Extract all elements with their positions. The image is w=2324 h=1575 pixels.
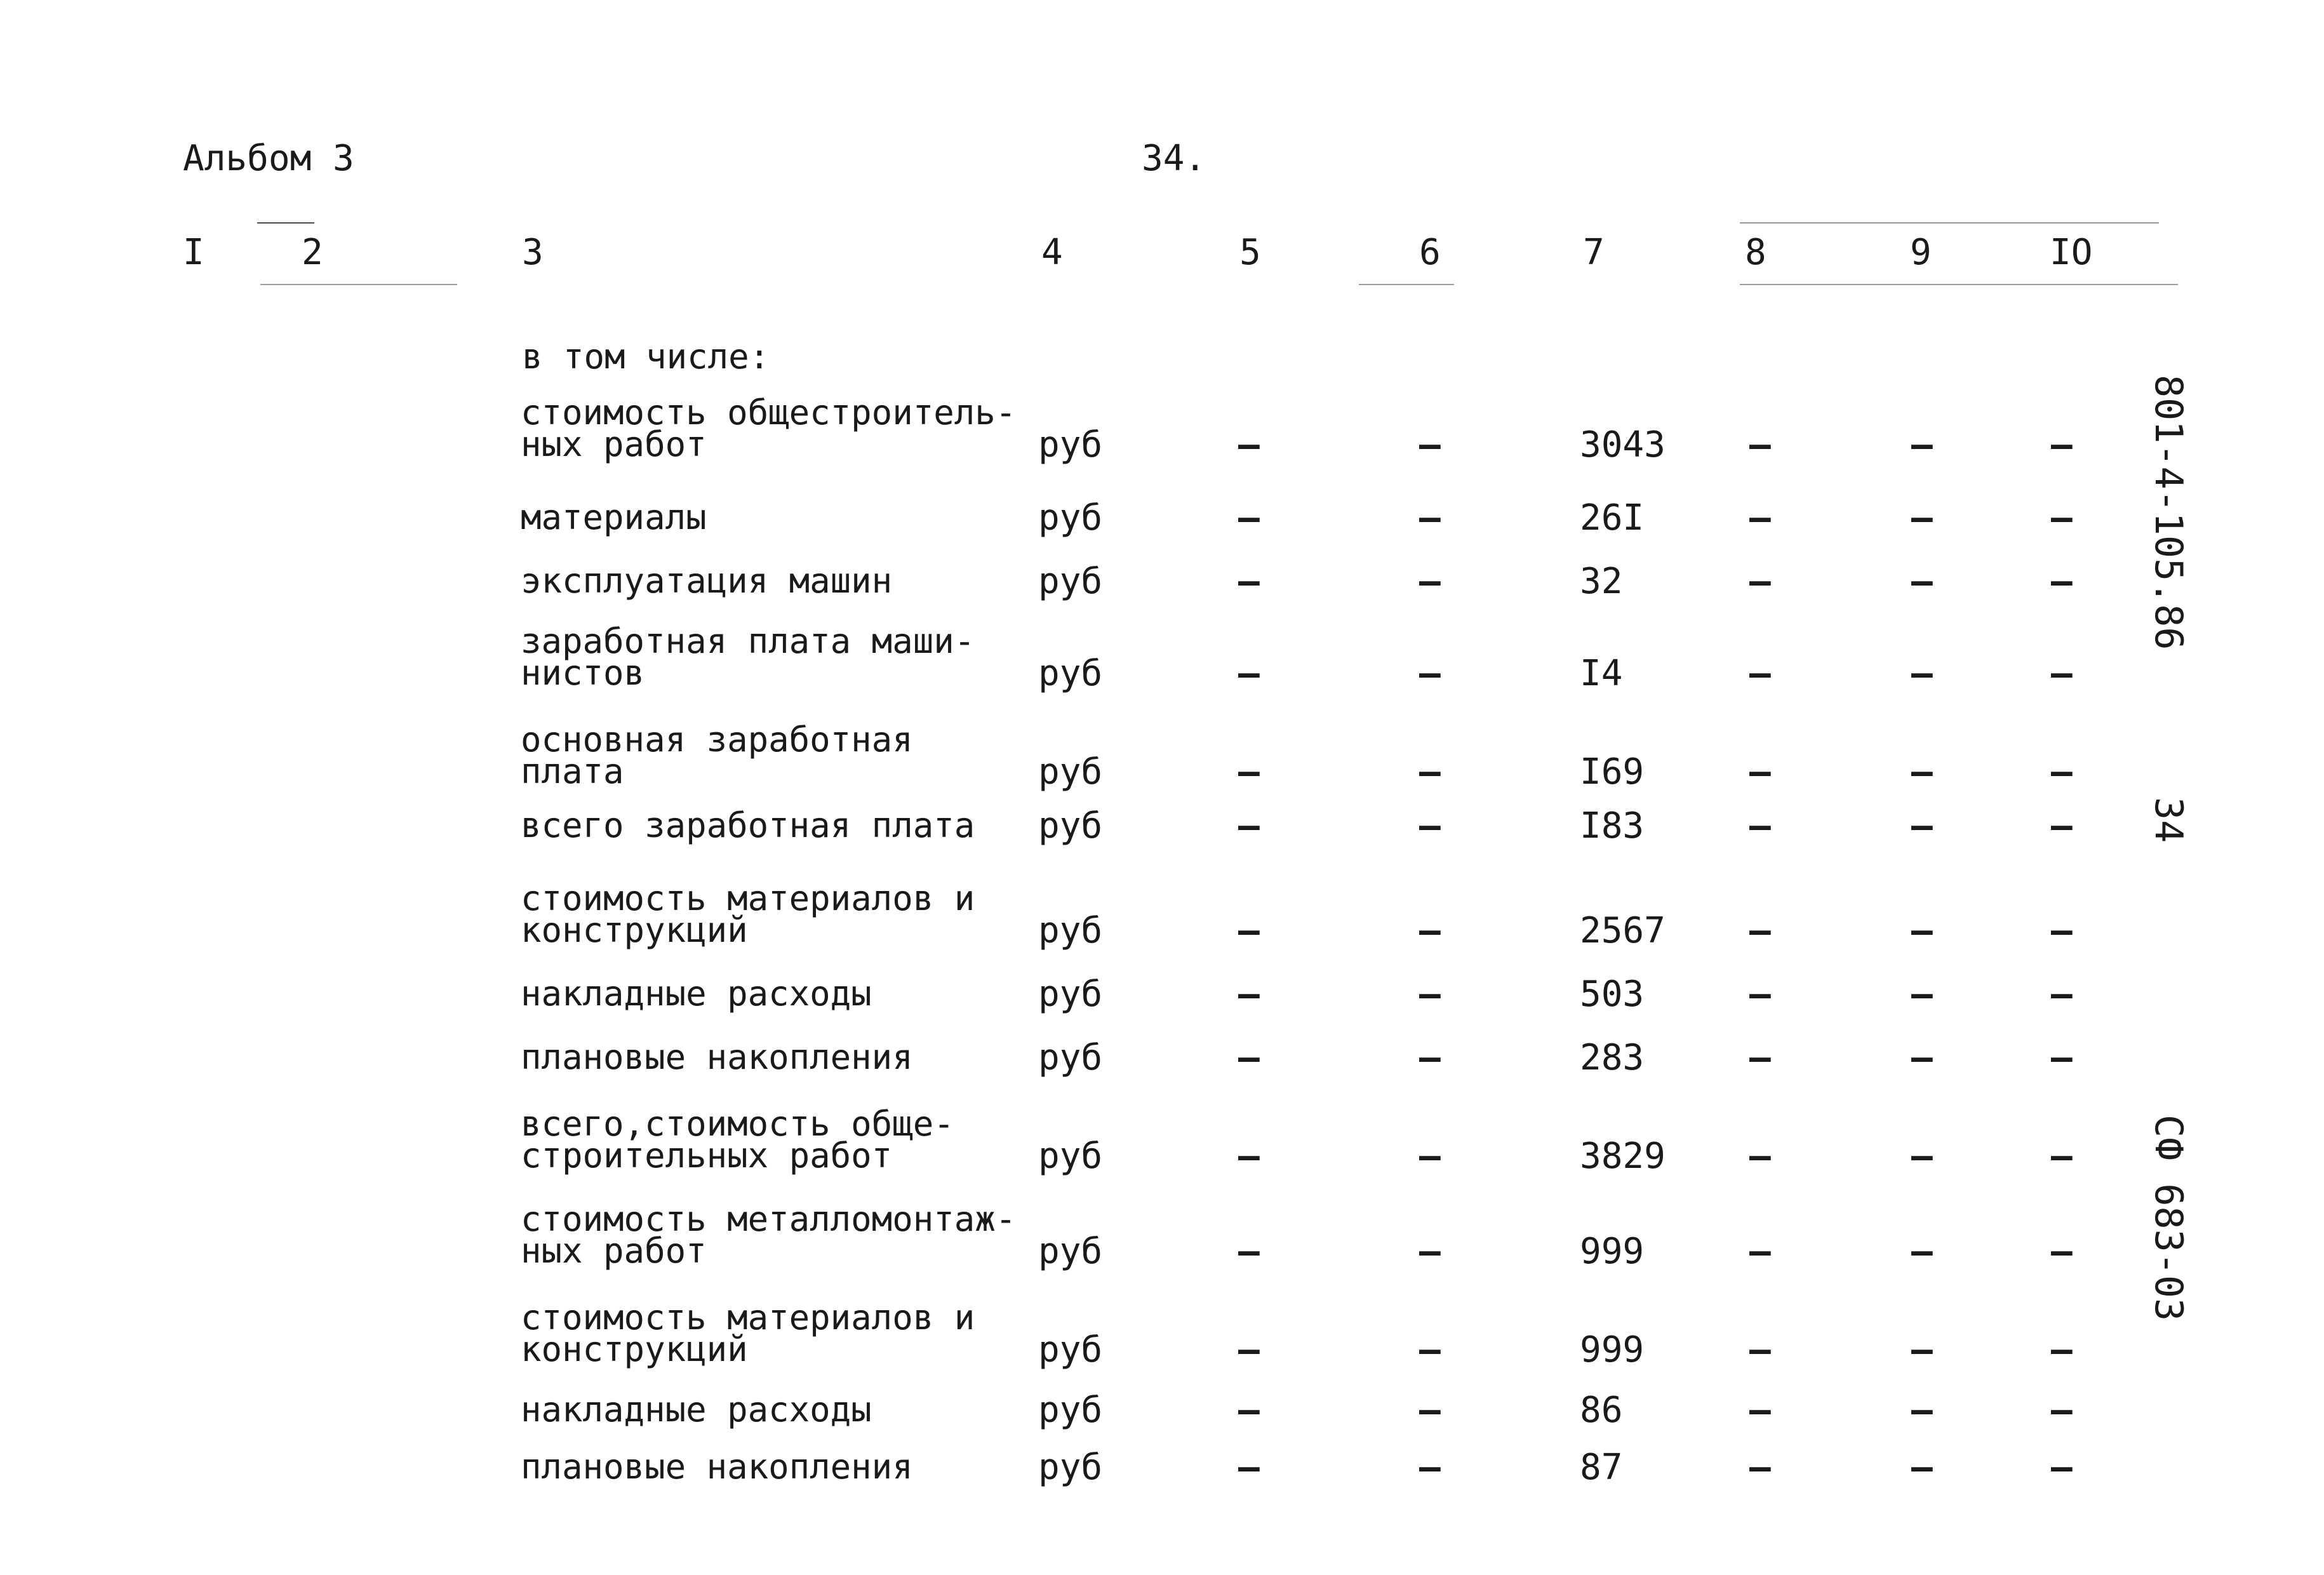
row-description [521, 720, 913, 791]
rule-under-col8-10 [1740, 284, 2178, 285]
col8-cell: – [1749, 1037, 1771, 1078]
description-line: всего заработная плата [521, 805, 975, 845]
column-number-8: 8 [1745, 232, 1766, 273]
col10-cell: – [2051, 910, 2073, 951]
col10-cell: – [2051, 805, 2073, 847]
column-number-2: 2 [302, 232, 323, 273]
unit-cell: руб [1038, 1390, 1103, 1431]
column-number-1: I [183, 232, 204, 273]
col6-cell: – [1419, 1390, 1441, 1431]
col5-cell: – [1238, 561, 1260, 602]
unit-cell: руб [1038, 653, 1103, 694]
row-description [521, 561, 893, 601]
col6-cell: – [1419, 751, 1441, 793]
col10-cell: – [2051, 974, 2073, 1015]
col10-cell: – [2051, 497, 2073, 539]
col10-cell: – [2051, 1329, 2073, 1371]
unit-cell: руб [1038, 910, 1103, 951]
description-line: ных работ [521, 1231, 707, 1271]
column-number-9: 9 [1910, 232, 1932, 273]
description-line: накладные расходы [521, 974, 872, 1014]
description-line: плановые накопления [521, 1447, 913, 1487]
col10-cell: – [2051, 653, 2073, 694]
col9-cell: – [1911, 497, 1933, 539]
col8-cell: – [1749, 1447, 1771, 1488]
description-line: плановые накопления [521, 1037, 913, 1077]
row-description [521, 1390, 872, 1430]
rule-top-right [1740, 222, 2159, 224]
column-number-7: 7 [1583, 232, 1605, 273]
description-line: стоимость общестроитель- [521, 392, 1017, 432]
row-description [521, 1037, 913, 1077]
amount-cell: 2567 [1580, 910, 1666, 951]
col6-cell: – [1419, 805, 1441, 847]
col5-cell: – [1238, 1037, 1260, 1078]
col9-cell: – [1911, 561, 1933, 602]
album-label: Альбом 3 [183, 138, 354, 179]
col8-cell: – [1749, 805, 1771, 847]
col9-cell: – [1911, 1447, 1933, 1488]
col5-cell: – [1238, 974, 1260, 1015]
column-number-10: IO [2050, 232, 2093, 273]
description-line: стоимость материалов и [521, 878, 975, 918]
col6-cell: – [1419, 1447, 1441, 1488]
description-line: стоимость материалов и [521, 1297, 975, 1337]
row-description [521, 621, 975, 693]
col10-cell: – [2051, 1231, 2073, 1272]
description-line: всего,стоимость обще- [521, 1104, 954, 1144]
col6-cell: – [1419, 653, 1441, 694]
row-description [521, 497, 707, 537]
description-line: материалы [521, 497, 707, 537]
col6-cell: – [1419, 974, 1441, 1015]
col9-cell: – [1911, 1390, 1933, 1431]
project-code-note: 801-4-105.86 [2146, 375, 2191, 650]
col8-cell: – [1749, 910, 1771, 951]
description-line: заработная плата маши- [521, 621, 975, 661]
col5-cell: – [1238, 653, 1260, 694]
unit-cell: руб [1038, 1447, 1103, 1488]
amount-cell: 999 [1580, 1231, 1645, 1272]
col9-cell: – [1911, 805, 1933, 847]
col9-cell: – [1911, 910, 1933, 951]
description-line: стоимость металломонтаж- [521, 1199, 1017, 1239]
col8-cell: – [1749, 974, 1771, 1015]
col9-cell: – [1911, 1231, 1933, 1272]
amount-cell: 32 [1580, 561, 1623, 602]
column-number-5: 5 [1239, 232, 1261, 273]
col6-cell: – [1419, 497, 1441, 539]
amount-cell: 87 [1580, 1447, 1623, 1488]
col9-cell: – [1911, 1136, 1933, 1177]
column-number-6: 6 [1419, 232, 1441, 273]
col5-cell: – [1238, 751, 1260, 793]
description-line: строительных работ [521, 1136, 893, 1176]
unit-cell: руб [1038, 1329, 1103, 1371]
column-number-3: 3 [522, 232, 544, 273]
row-description [521, 1199, 1017, 1271]
unit-cell: руб [1038, 1136, 1103, 1177]
col6-cell: – [1419, 424, 1441, 466]
amount-cell: I4 [1580, 653, 1623, 694]
description-line: нистов [521, 653, 645, 693]
col5-cell: – [1238, 1329, 1260, 1371]
sheet-note: 34 [2146, 797, 2191, 843]
col5-cell: – [1238, 1136, 1260, 1177]
unit-cell: руб [1038, 805, 1103, 847]
col5-cell: – [1238, 424, 1260, 466]
description-line: плата [521, 751, 624, 791]
subtitle: в том числе: [522, 337, 770, 377]
unit-cell: руб [1038, 497, 1103, 539]
col10-cell: – [2051, 1136, 2073, 1177]
archive-code-note: СФ 683-03 [2146, 1115, 2191, 1322]
col9-cell: – [1911, 424, 1933, 466]
col5-cell: – [1238, 1447, 1260, 1488]
row-description [521, 1104, 954, 1176]
col10-cell: – [2051, 1447, 2073, 1488]
row-description [521, 392, 1017, 464]
col9-cell: – [1911, 974, 1933, 1015]
amount-cell: 3043 [1580, 424, 1666, 466]
col6-cell: – [1419, 1136, 1441, 1177]
col9-cell: – [1911, 653, 1933, 694]
amount-cell: 283 [1580, 1037, 1645, 1078]
description-line: конструкций [521, 1329, 748, 1369]
amount-cell: 26I [1580, 497, 1645, 539]
unit-cell: руб [1038, 751, 1103, 793]
col8-cell: – [1749, 1136, 1771, 1177]
col5-cell: – [1238, 910, 1260, 951]
col5-cell: – [1238, 497, 1260, 539]
col9-cell: – [1911, 751, 1933, 793]
description-line: накладные расходы [521, 1390, 872, 1430]
col6-cell: – [1419, 910, 1441, 951]
unit-cell: руб [1038, 1231, 1103, 1272]
description-line: эксплуатация машин [521, 561, 893, 601]
col10-cell: – [2051, 1390, 2073, 1431]
col10-cell: – [2051, 561, 2073, 602]
col10-cell: – [2051, 424, 2073, 466]
description-line: конструкций [521, 910, 748, 950]
row-description [521, 805, 975, 845]
unit-cell: руб [1038, 974, 1103, 1015]
col10-cell: – [2051, 751, 2073, 793]
col8-cell: – [1749, 497, 1771, 539]
page-number: 34. [1142, 138, 1206, 179]
col8-cell: – [1749, 751, 1771, 793]
row-description [521, 974, 872, 1014]
amount-cell: 503 [1580, 974, 1645, 1015]
amount-cell: I69 [1580, 751, 1645, 793]
amount-cell: 86 [1580, 1390, 1623, 1431]
col8-cell: – [1749, 1390, 1771, 1431]
unit-cell: руб [1038, 561, 1103, 602]
col8-cell: – [1749, 653, 1771, 694]
unit-cell: руб [1038, 424, 1103, 466]
col5-cell: – [1238, 1390, 1260, 1431]
col6-cell: – [1419, 1231, 1441, 1272]
col9-cell: – [1911, 1037, 1933, 1078]
rule-under-col2 [260, 284, 457, 285]
col8-cell: – [1749, 1231, 1771, 1272]
col5-cell: – [1238, 1231, 1260, 1272]
row-description [521, 878, 975, 950]
col10-cell: – [2051, 1037, 2073, 1078]
rule-under-col6 [1359, 284, 1454, 285]
amount-cell: 999 [1580, 1329, 1645, 1371]
col8-cell: – [1749, 1329, 1771, 1371]
col6-cell: – [1419, 561, 1441, 602]
row-description [521, 1447, 913, 1487]
col6-cell: – [1419, 1037, 1441, 1078]
rule-top-left [257, 222, 314, 224]
col6-cell: – [1419, 1329, 1441, 1371]
col5-cell: – [1238, 805, 1260, 847]
column-number-4: 4 [1041, 232, 1063, 273]
description-line: основная заработная [521, 720, 913, 760]
description-line: ных работ [521, 424, 707, 464]
amount-cell: 3829 [1580, 1136, 1666, 1177]
row-description [521, 1297, 975, 1369]
col9-cell: – [1911, 1329, 1933, 1371]
amount-cell: I83 [1580, 805, 1645, 847]
col8-cell: – [1749, 424, 1771, 466]
col8-cell: – [1749, 561, 1771, 602]
unit-cell: руб [1038, 1037, 1103, 1078]
